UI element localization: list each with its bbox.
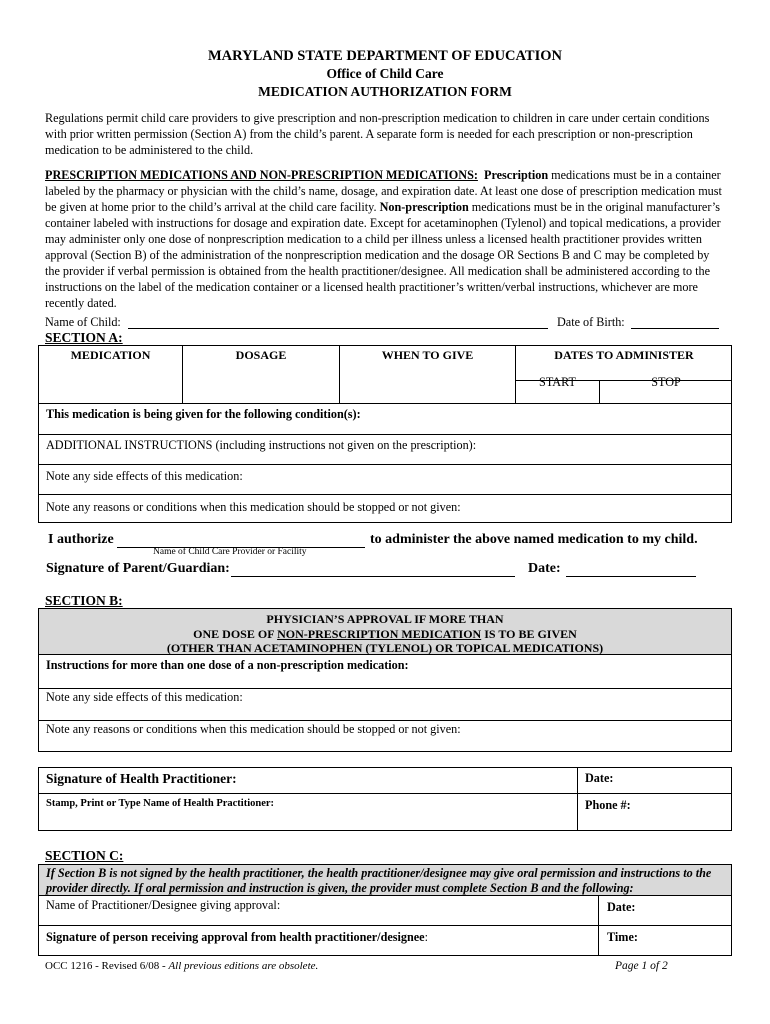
authorize-tail: to administer the above named medication to my child. [370,532,698,547]
parent-date-field[interactable] [566,561,696,577]
banner-line-2a: ONE DOSE OF [193,627,278,641]
hp-stamp-label: Stamp, Print or Type Name of Health Practitioner: [46,798,275,809]
col-stop: STOP [651,375,681,389]
banner-line-3: (OTHER THAN ACETAMINOPHEN (TYLENOL) OR TOPICAL MEDICATIONS) [166,641,604,655]
dob-label: Date of Birth: [557,315,625,329]
medication-field[interactable] [41,368,180,402]
child-name-label: Name of Child: [45,315,121,329]
nonprescription-bold: Non-prescription [379,200,469,214]
col-start: START [539,375,576,389]
col-dosage: DOSAGE [235,348,287,362]
page-number: Page 1 of 2 [615,960,668,972]
b-stop-reasons-label: Note any reasons or conditions when this medication should be stopped or not given: [46,722,461,736]
section-b-details [38,654,732,752]
section-c-title: SECTION C: [45,848,124,863]
prescription-text-2: medications must be in the original manufacturer’s container labeled with instructions for dosage and expiration date. Except for acetaminophen (Tylenol) and topical medications, a provider may administer only one dose of nonprescription medication to a child per illness unless a licensed health practitioner provides written approval (Section B) of the administration of the nonprescription medication and the dosage OR Sections B and C may be completed by the provider if verbal permission is obtained from the health practitioner/designee. All medication shall be administered according to the instructions on the label of the medication container or a licensed health practitioner’s written/verbal instructions, whichever are more recently dated. [45,200,721,310]
col-when-to-give: WHEN TO GIVE [381,348,474,362]
when-to-give-field[interactable] [341,368,513,402]
b-side-effects-label: Note any side effects of this medication: [46,690,243,704]
obsolete-note: All previous editions are obsolete. [168,960,319,972]
hp-signature-label: Signature of Health Practitioner: [46,771,237,786]
parent-signature-label: Signature of Parent/Guardian: [46,561,230,576]
medication-table [38,345,732,404]
authorize-label: I authorize [48,532,114,547]
section-a-title: SECTION A: [45,330,123,345]
stop-date-field[interactable] [601,383,731,403]
form-footer [45,960,318,972]
form-office-title: Office of Child Care [326,66,444,81]
section-b-title: SECTION B: [45,593,123,608]
section-c-note: If Section B is not signed by the health practitioner, the health practitioner/designee may give oral permission and instructions to the provider directly. If oral permission and instruction is given, the provider must complete Section B and the following: [46,866,712,895]
hp-phone-label: Phone #: [585,798,631,812]
col-dates-to-administer: DATES TO ADMINISTER [554,348,694,362]
prescription-heading: PRESCRIPTION MEDICATIONS AND NON-PRESCRIPTION MEDICATIONS: [45,168,478,182]
prescription-text-1: medications must be in a container labeled by the pharmacy or physician with the child’s name, dosage, and expiration date. At least one dose of prescription medication must be given at home prior to the child’s arrival at the child care facility. [45,168,722,214]
form-id: OCC 1216 - Revised 6/08 - [45,960,169,972]
banner-line-2 [39,627,731,642]
practitioner-name-label: Name of Practitioner/Designee giving approval: [46,898,281,912]
col-medication: MEDICATION [70,348,151,362]
form-agency-title: MARYLAND STATE DEPARTMENT OF EDUCATION [208,48,562,64]
side-effects-label: Note any side effects of this medication: [46,469,243,483]
banner-line-1: PHYSICIAN’S APPROVAL IF MORE THAN [266,612,504,626]
intro-paragraph: Regulations permit child care providers to give prescription and non-prescription medication to children in care under certain conditions with prior written permission (Section A) from the child’s parent. A separate form is needed for each prescription or non-prescription medication to be administered to the child. [45,111,710,157]
dob-field[interactable] [631,314,719,329]
additional-instructions-label: ADDITIONAL INSTRUCTIONS (including instructions not given on the prescription): [46,438,477,452]
banner-line-2b: IS TO BE GIVEN [481,627,577,641]
dosage-field[interactable] [185,368,337,402]
parent-date-label: Date: [528,561,561,576]
section-c-box [38,864,732,956]
child-name-field[interactable] [128,314,548,329]
health-practitioner-box [38,767,732,831]
hp-date-label: Date: [585,771,614,785]
section-b-banner [38,608,732,655]
receiver-signature-label [46,930,428,945]
banner-line-2u: NON-PRESCRIPTION MEDICATION [277,627,482,641]
parent-signature-field[interactable] [231,561,515,577]
form-title: MEDICATION AUTHORIZATION FORM [258,84,512,99]
start-date-field[interactable] [517,383,597,403]
receiver-colon: : [424,930,428,944]
provider-name-field[interactable] [117,532,365,548]
provider-caption: Name of Child Care Provider or Facility [153,547,307,557]
receiver-signature-text: Signature of person receiving approval from health practitioner/designee [46,930,425,944]
condition-label: This medication is being given for the following condition(s): [46,407,361,421]
instructions-label: Instructions for more than one dose of a non-prescription medication: [46,658,409,672]
c-time-label: Time: [607,930,638,944]
prescription-bold: Prescription [484,168,549,182]
section-a-details [38,403,732,523]
prescription-paragraph [45,167,725,311]
c-date-label: Date: [607,900,636,914]
stop-reasons-label: Note any reasons or conditions when this medication should be stopped or not given: [46,500,461,514]
